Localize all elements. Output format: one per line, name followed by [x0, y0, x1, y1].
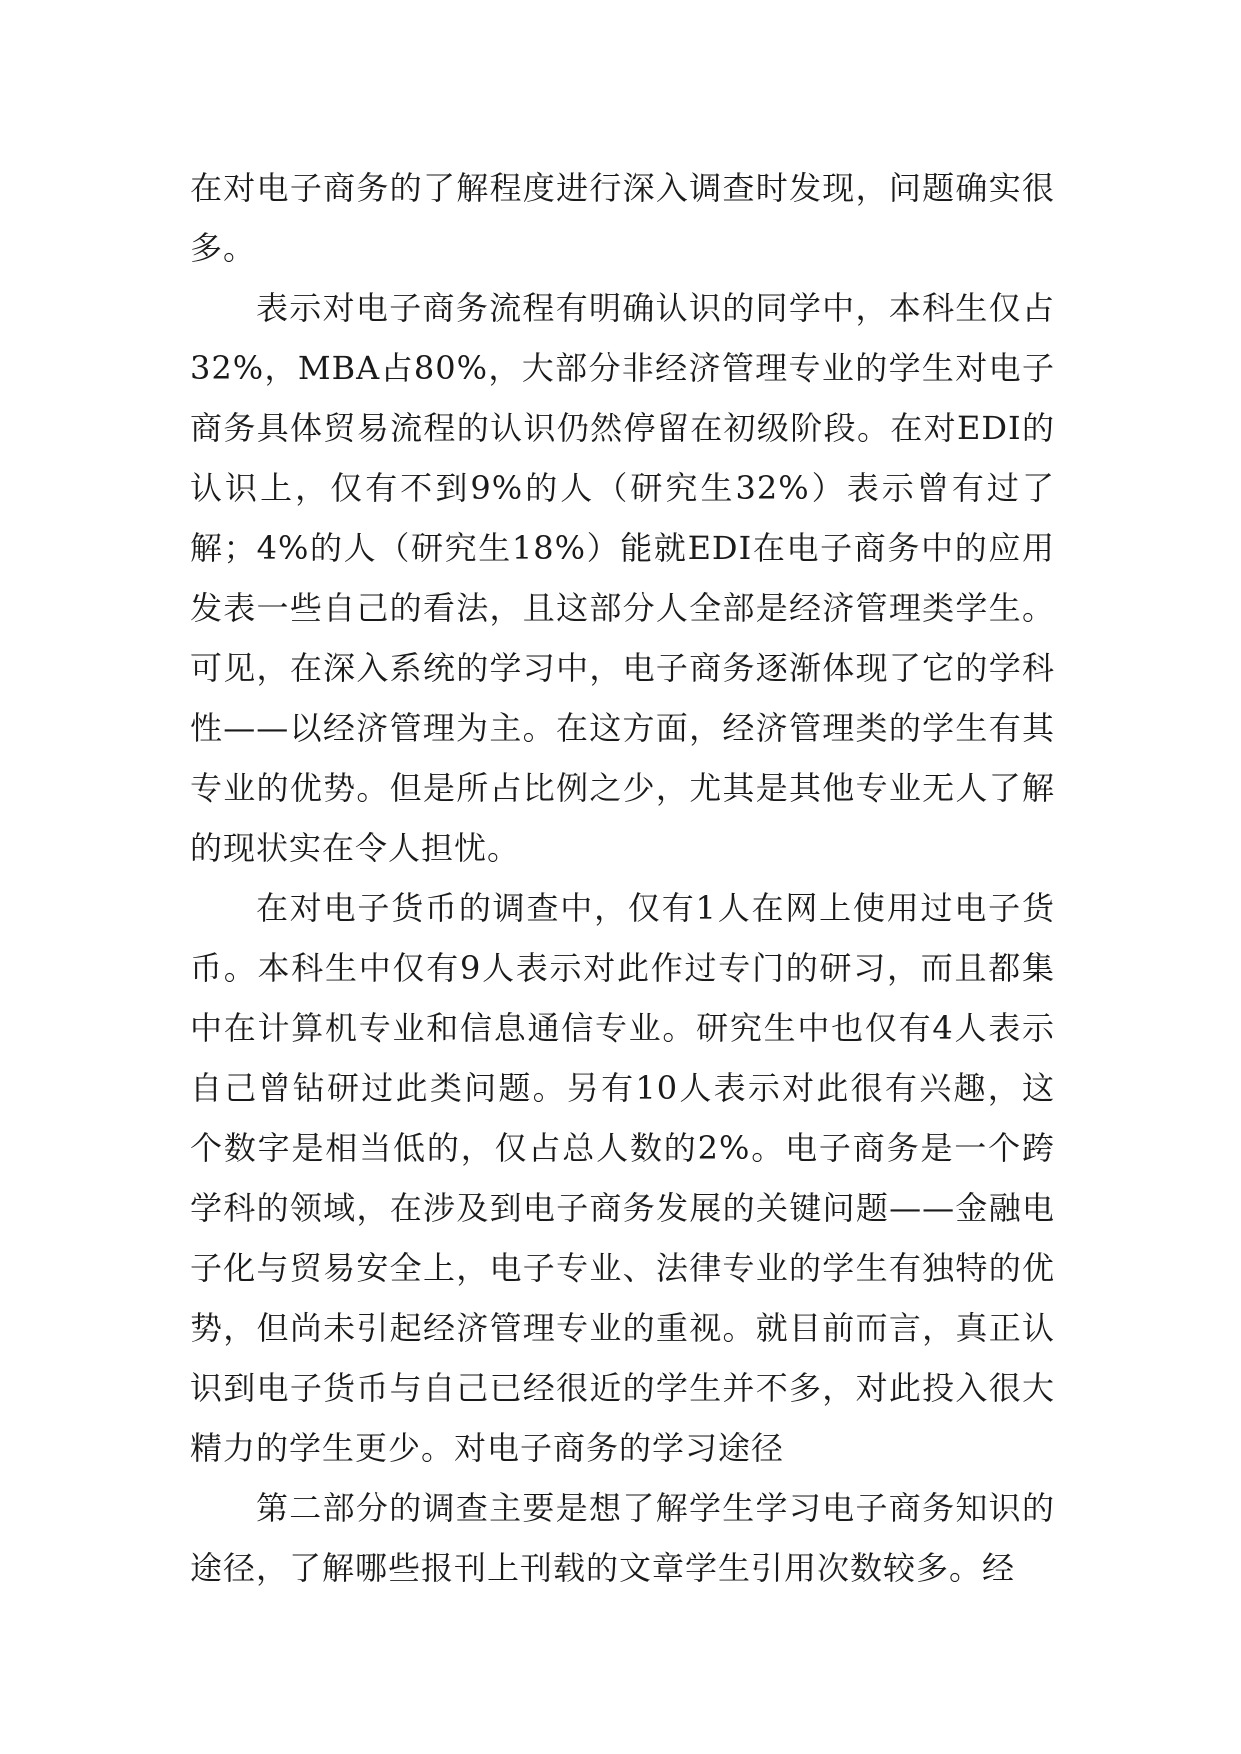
paragraph-4: 第二部分的调查主要是想了解学生学习电子商务知识的途径，了解哪些报刊上刊载的文章学生引用次数较多。经	[190, 1489, 1055, 1587]
paragraph-1: 在对电子商务的了解程度进行深入调查时发现，问题确实很多。	[190, 169, 1055, 267]
body-text	[190, 158, 1055, 1598]
paragraph-3: 在对电子货币的调查中，仅有1人在网上使用过电子货币。本科生中仅有9人表示对此作过专门的研习，而且都集中在计算机专业和信息通信专业。研究生中也仅有4人表示自己曾钻研过此类问题。另有10人表示对此很有兴趣，这个数字是相当低的，仅占总人数的2%。电子商务是一个跨学科的领域，在涉及到电子商务发展的关键问题——金融电子化与贸易安全上，电子专业、法律专业的学生有独特的优势，但尚未引起经济管理专业的重视。就目前而言，真正认识到电子货币与自己已经很近的学生并不多，对此投入很大精力的学生更少。对电子商务的学习途径	[190, 889, 1055, 1467]
paragraph-2: 表示对电子商务流程有明确认识的同学中，本科生仅占32%，MBA占80%，大部分非经济管理专业的学生对电子商务具体贸易流程的认识仍然停留在初级阶段。在对EDI的认识上，仅有不到9%的人（研究生32%）表示曾有过了解；4%的人（研究生18%）能就EDI在电子商务中的应用发表一些自己的看法，且这部分人全部是经济管理类学生。可见，在深入系统的学习中，电子商务逐渐体现了它的学科性——以经济管理为主。在这方面，经济管理类的学生有其专业的优势。但是所占比例之少，尤其是其他专业无人了解的现状实在令人担忧。	[190, 289, 1055, 867]
